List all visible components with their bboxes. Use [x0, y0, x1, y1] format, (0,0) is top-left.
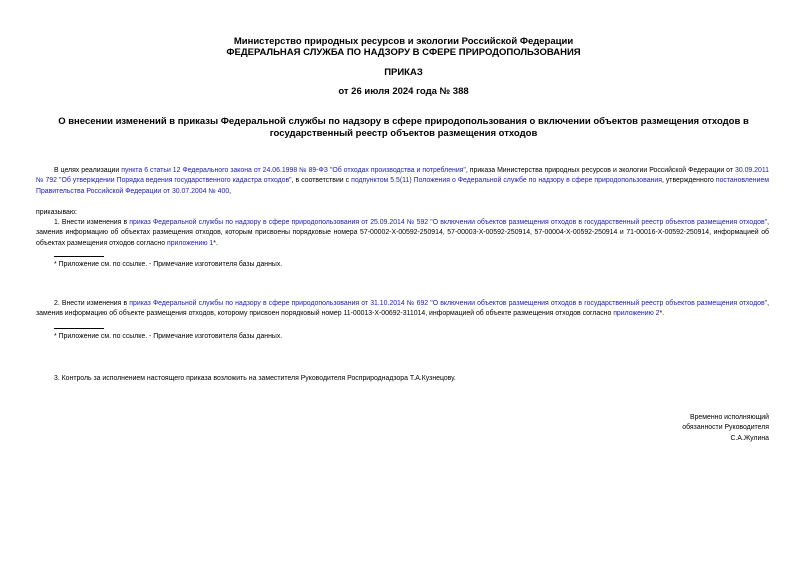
order-592-link[interactable]: приказ Федеральной службы по надзору в сфере природопользования от 25.09.2014 № 592 "О включении объектов размещения отходов в государственный реестр объектов размещения отходов": [129, 219, 768, 226]
preamble-paragraph: [36, 166, 769, 197]
signature-line-2: обязанности Руководителя: [682, 424, 769, 432]
order-792-link[interactable]: 30.09.2011 № 792 "Об утверждении Порядка ведения государственного кадастра отходов": [36, 167, 769, 185]
footnote-divider: [54, 328, 104, 329]
preamble-text: , в соответствии с: [291, 177, 352, 185]
signature-block: [569, 413, 769, 444]
resolution-400-link[interactable]: постановлением Правительства Российской Федерации от 30.07.2004 № 400: [36, 177, 769, 195]
document-title: О внесении изменений в приказы Федеральной службы по надзору в сфере природопользования о включении объектов размещения отходов в государственный реестр объектов размещения отходов: [58, 116, 749, 139]
preamble-text: , приказа Министерства природных ресурсов и экологии Российской Федерации от: [465, 167, 736, 174]
appendix-1-link[interactable]: приложению 1: [166, 239, 214, 247]
footnote-1: * Приложение см. по ссылке. - Примечание изготовителя базы данных.: [54, 261, 283, 268]
item-2-text: , заменив информацию об объекте размещения отходов, которому присвоен порядковый номер 11-00013-Х-00692-311014, информацией об объекте размещения отходов согласно: [36, 300, 769, 318]
preamble-text: , утвержденного: [661, 177, 716, 185]
item-1-paragraph: [36, 218, 769, 249]
service-name: ФЕДЕРАЛЬНАЯ СЛУЖБА ПО НАДЗОРУ В СФЕРЕ ПРИРОДОПОЛЬЗОВАНИЯ: [226, 47, 581, 58]
law-89fz-link[interactable]: пункта 6 статьи 12 Федерального закона от 24.06.1998 № 89-ФЗ "Об отходах производства и потребления": [121, 167, 466, 174]
preamble-text: В целях реализации: [54, 167, 122, 174]
item-2-text: *.: [659, 310, 665, 318]
regulation-5-5-11-link[interactable]: подпунктом 5.5(11) Положения о Федеральной службе по надзору в сфере природопользования: [351, 177, 662, 185]
doc-date-number: от 26 июля 2024 года № 388: [338, 86, 469, 97]
ministry-name: Министерство природных ресурсов и экологии Российской Федерации: [233, 36, 574, 47]
signature-name: С.А.Жулина: [730, 434, 769, 442]
footnote-2: * Приложение см. по ссылке. - Примечание изготовителя базы данных.: [54, 333, 283, 340]
appendix-2-link[interactable]: приложению 2: [613, 310, 660, 318]
doc-type: ПРИКАЗ: [384, 67, 423, 78]
item-1-text: , заменив информацию об объектах размещения отходов, которым присвоены порядковые номера 57-00002-Х-00592-250914, 57-00003-Х-00592-250914, 57-00004-Х-00592-250914 и 71-00016-Х-00592-250914, информацией об объектах размещения отходов согласно: [36, 219, 769, 247]
preamble-text: ,: [229, 187, 232, 195]
order-word: приказываю:: [36, 209, 77, 216]
item-3-paragraph: 3. Контроль за исполнением настоящего приказа возложить на заместителя Руководителя Росприроднадзора Т.А.Кузнецову.: [54, 375, 456, 382]
item-2-paragraph: [36, 299, 769, 320]
item-2-text: 2. Внести изменения в: [54, 300, 130, 307]
footnote-divider: [54, 256, 104, 257]
order-692-link[interactable]: приказ Федеральной службы по надзору в сфере природопользования от 31.10.2014 № 692 "О включении объектов размещения отходов в государственный реестр объектов размещения отходов": [129, 300, 768, 307]
signature-line-1: Временно исполняющий: [690, 414, 769, 421]
item-1-text: 1. Внести изменения в: [54, 219, 130, 226]
item-1-text: *.: [213, 239, 218, 247]
